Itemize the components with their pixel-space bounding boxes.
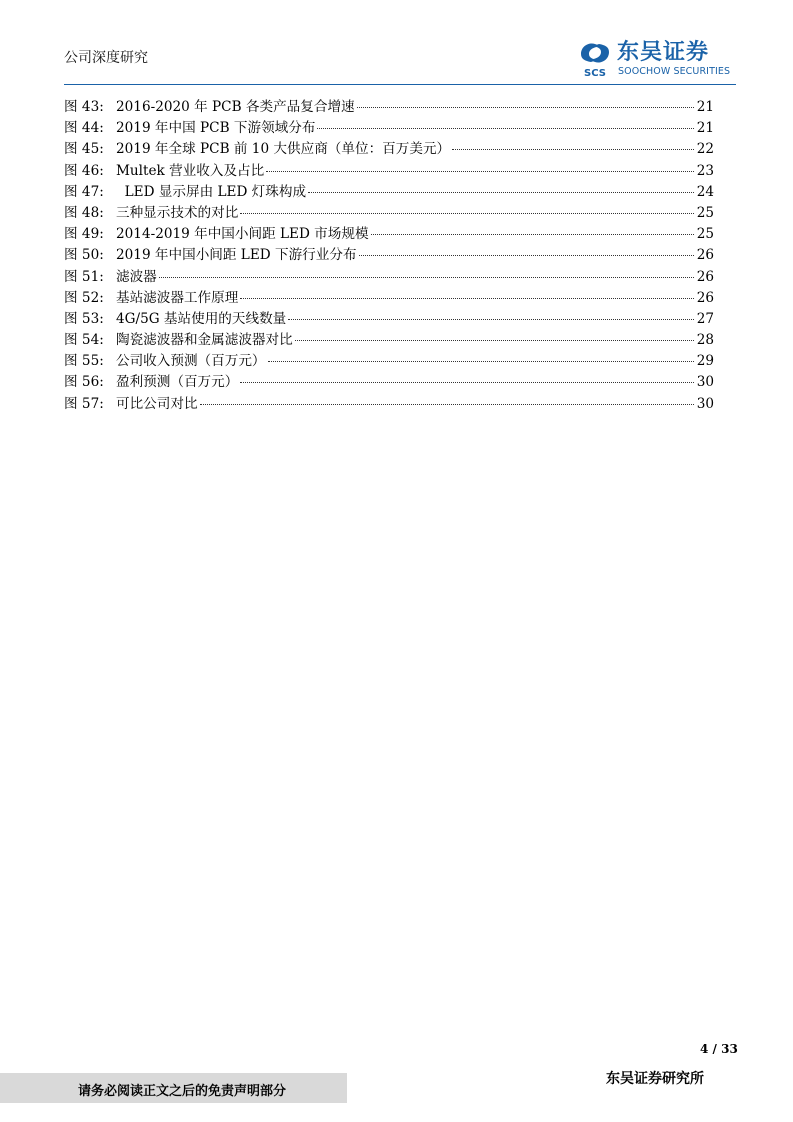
toc-entry[interactable] [64, 309, 714, 330]
toc-leader-dots [452, 148, 694, 150]
toc-entry-title: 三种显示技术的对比 [116, 204, 239, 221]
toc-entry-title: 2016-2020 年 PCB 各类产品复合增速 [116, 99, 355, 115]
toc-entry-label: 图 47: [64, 183, 104, 200]
toc-entry[interactable] [64, 372, 714, 393]
toc-entry-label: 图 44: [64, 120, 104, 137]
toc-entry-label: 图 43: [64, 99, 104, 115]
toc-entry-page: 25 [696, 204, 714, 221]
toc-entry[interactable] [64, 330, 714, 351]
toc-entry-label: 图 50: [64, 247, 104, 264]
toc-leader-dots [371, 233, 694, 235]
toc-entry-page: 21 [696, 120, 714, 137]
logo-english-name: SOOCHOW SECURITIES [618, 66, 731, 77]
toc-entry-page: 22 [696, 141, 714, 158]
toc-entry[interactable] [64, 203, 714, 224]
toc-leader-dots [240, 212, 694, 214]
logo-chinese-name: 东吴证券 [617, 40, 710, 65]
toc-entry[interactable] [64, 394, 714, 415]
toc-entry-label: 图 54: [64, 332, 104, 349]
toc-entry-page: 21 [696, 99, 714, 115]
footer-firm-name: 东吴证券研究所 [606, 1071, 704, 1087]
toc-entry-page: 25 [696, 226, 714, 243]
toc-leader-dots [266, 170, 694, 172]
toc-entry[interactable] [64, 288, 714, 309]
toc-entry-title: LED 显示屏由 LED 灯珠构成 [116, 183, 307, 200]
toc-leader-dots [159, 276, 694, 278]
header-divider [64, 84, 736, 85]
toc-leader-dots [240, 381, 694, 383]
toc-entry-label: 图 46: [64, 162, 104, 179]
toc-leader-dots [268, 360, 694, 362]
toc-entry-title: 盈利预测（百万元） [116, 374, 239, 391]
toc-entry[interactable] [64, 97, 714, 118]
toc-leader-dots [288, 318, 694, 320]
toc-entry-page: 26 [696, 247, 714, 264]
toc-entry-title: Multek 营业收入及占比 [116, 162, 265, 179]
toc-entry-page: 24 [696, 183, 714, 200]
toc-entry[interactable] [64, 267, 714, 288]
toc-entry[interactable] [64, 139, 714, 160]
toc-entry-label: 图 55: [64, 353, 104, 370]
toc-entry-title: 4G/5G 基站使用的天线数量 [116, 310, 287, 327]
toc-entry-page: 28 [696, 332, 714, 349]
toc-entry-title: 2019 年全球 PCB 前 10 大供应商（单位：百万美元） [116, 141, 451, 158]
toc-entry-page: 23 [696, 162, 714, 179]
toc-entry[interactable] [64, 245, 714, 266]
toc-entry-page: 29 [696, 353, 714, 370]
toc-entry-title: 滤波器 [116, 268, 157, 285]
toc-leader-dots [240, 297, 694, 299]
toc-entry-page: 27 [696, 310, 714, 327]
toc-entry[interactable] [64, 351, 714, 372]
footer-disclaimer: 请务必阅读正文之后的免责声明部分 [78, 1084, 287, 1099]
report-type-title: 公司深度研究 [64, 50, 148, 66]
toc-entry-title: 公司收入预测（百万元） [116, 353, 266, 370]
page-number: 4 / 33 [700, 1042, 738, 1056]
logo-badge-text: SCS [584, 68, 606, 78]
toc-entry[interactable] [64, 182, 714, 203]
company-logo [577, 40, 739, 80]
toc-entry[interactable] [64, 118, 714, 139]
toc-entry-page: 26 [696, 268, 714, 285]
toc-leader-dots [317, 127, 694, 129]
toc-entry-page: 30 [696, 374, 714, 391]
toc-entry-label: 图 56: [64, 374, 104, 391]
toc-entry-page: 30 [696, 395, 714, 412]
toc-entry-page: 26 [696, 289, 714, 306]
toc-entry[interactable] [64, 161, 714, 182]
toc-entry-label: 图 49: [64, 226, 104, 243]
toc-entry-label: 图 53: [64, 310, 104, 327]
toc-leader-dots [357, 106, 694, 108]
toc-entry[interactable] [64, 224, 714, 245]
toc-entry-title: 2019 年中国 PCB 下游领域分布 [116, 120, 316, 137]
toc-entry-title: 2014-2019 年中国小间距 LED 市场规模 [116, 226, 369, 243]
toc-entry-label: 图 45: [64, 141, 104, 158]
toc-entry-label: 图 52: [64, 289, 104, 306]
toc-entry-label: 图 48: [64, 204, 104, 221]
toc-entry-label: 图 57: [64, 395, 104, 412]
toc-entry-title: 2019 年中国小间距 LED 下游行业分布 [116, 247, 357, 264]
toc-leader-dots [359, 254, 694, 256]
soochow-logo-icon [577, 40, 613, 78]
toc-entry-title: 陶瓷滤波器和金属滤波器对比 [116, 332, 293, 349]
figure-list [64, 97, 714, 415]
toc-leader-dots [308, 191, 694, 193]
toc-leader-dots [295, 339, 694, 341]
toc-entry-title: 可比公司对比 [116, 395, 198, 412]
toc-entry-title: 基站滤波器工作原理 [116, 289, 239, 306]
toc-entry-label: 图 51: [64, 268, 104, 285]
toc-leader-dots [200, 403, 694, 405]
